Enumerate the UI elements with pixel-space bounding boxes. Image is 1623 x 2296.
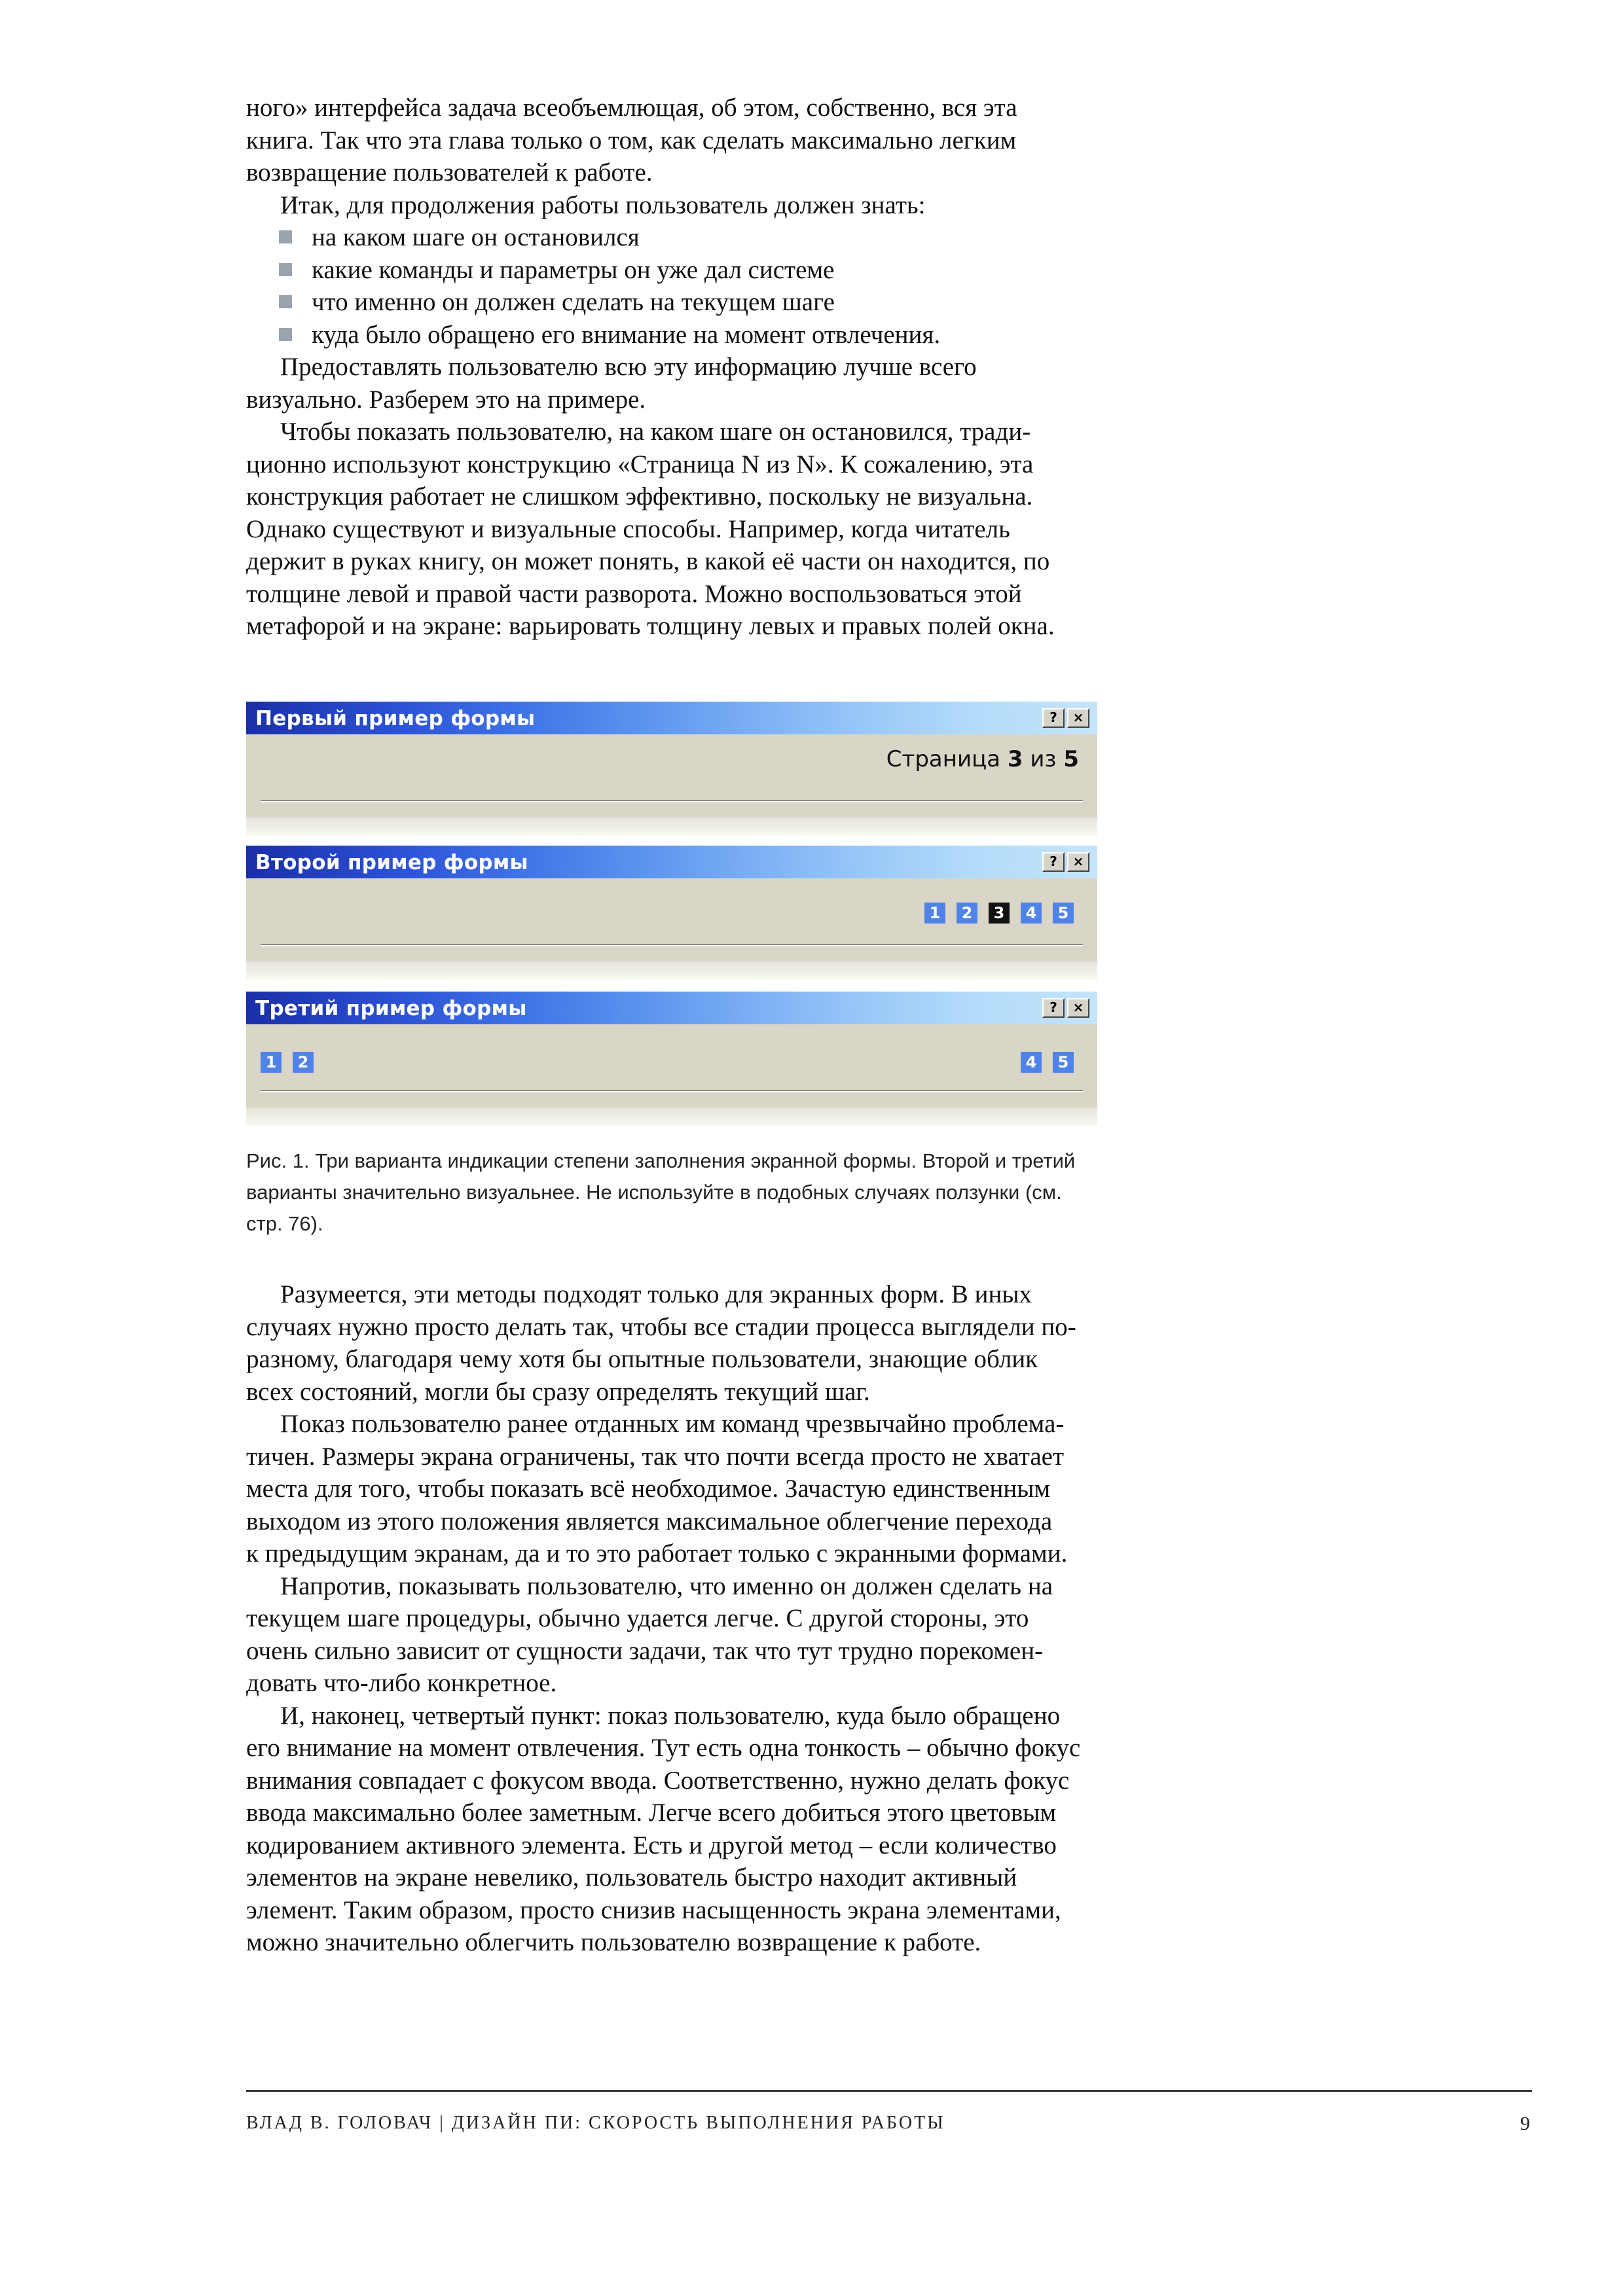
help-button[interactable]: ?	[1042, 852, 1065, 872]
list-item: на каком шаге он остановился	[246, 221, 1222, 254]
page-number: 9	[1520, 2113, 1530, 2134]
body-text-top	[246, 92, 1222, 643]
dialog-divider	[261, 944, 1083, 946]
page-box-1[interactable]: 1	[261, 1052, 282, 1073]
dialog-second-example	[246, 846, 1097, 980]
page-box-5[interactable]: 5	[1053, 903, 1074, 924]
page-box-1[interactable]: 1	[924, 903, 945, 924]
dialog-titlebar	[246, 992, 1097, 1024]
dialog-divider	[261, 1090, 1083, 1092]
bullet-square-icon	[279, 230, 292, 243]
page-box-2[interactable]: 2	[293, 1052, 314, 1073]
footer-rule	[246, 2090, 1532, 2092]
list-item: какие команды и параметры он уже дал системе	[246, 254, 1222, 287]
list-item: что именно он должен сделать на текущем шаге	[246, 286, 1222, 319]
bullet-square-icon	[279, 328, 292, 341]
current-page-number: 3	[1007, 746, 1023, 772]
page-box-3-current[interactable]: 3	[989, 903, 1010, 924]
paragraph-1: ного» интерфейса задача всеобъемлющая, об этом, собственно, вся эта книга. Так что эта глава только о том, как сделать максимально легким возвращение пользователей к работе.	[246, 94, 1017, 187]
paragraph-8: И, наконец, четвертый пункт: показ пользователю, куда было обращено его внимание на момент отвлечения. Тут есть одна тонкость – обычно фокус внимания совпадает с фокусом ввода. Соответственно, нужно делать фокус ввода максимально более заметным. Легче всего добиться этого цветовым кодированием активного элемента. Есть и другой метод – если количество элементов на экране невелико, пользователь быстро находит активный элемент. Таким образом, просто снизив насыщенность экрана элементами, можно значительно облегчить пользователю возвращение к работе.	[246, 1701, 1081, 1956]
paragraph-3: Предоставлять пользователю всю эту информацию лучше всего визуально. Разберем это на примере.	[246, 353, 977, 414]
bullet-square-icon	[279, 295, 292, 308]
paragraph-7: Напротив, показывать пользователю, что именно он должен сделать на текущем шаге процедуры, обычно удается легче. С другой стороны, это очень сильно зависит от сущности задачи, так что тут трудно порекомен- довать что-либо конкретное.	[246, 1571, 1053, 1697]
close-button[interactable]: ×	[1067, 852, 1089, 872]
figure-caption: Рис. 1. Три варианта индикации степени заполнения экранной формы. Второй и третий варианты значительно визуальнее. Не используйте в подобных случаях ползунки (см. стр. 76).	[246, 1149, 1076, 1235]
total-page-number: 5	[1063, 746, 1079, 772]
dialog-titlebar	[246, 702, 1097, 734]
running-title: ВЛАД В. ГОЛОВАЧ | ДИЗАЙН ПИ: СКОРОСТЬ ВЫПОЛНЕНИЯ РАБОТЫ	[246, 2113, 945, 2133]
help-button[interactable]: ?	[1042, 998, 1065, 1018]
page-box-2[interactable]: 2	[957, 903, 977, 924]
bullet-list	[246, 221, 1222, 351]
paragraph-4: Чтобы показать пользователю, на каком шаге он остановился, тради- ционно используют конструкцию «Страница N из N». К сожалению, эта конструкция работает не слишком эффективно, поскольку не визуальна. Однако существуют и визуальные способы. Например, когда читатель держит в руках книгу, он может понять, в какой её части он находится, по толщине левой и правой части разворота. Можно воспользоваться этой метафорой и на экране: варьировать толщину левых и правых полей окна.	[246, 418, 1055, 640]
dialog-title: Третий пример формы	[255, 997, 527, 1020]
page-box-5[interactable]: 5	[1053, 1052, 1074, 1073]
close-button[interactable]: ×	[1067, 998, 1089, 1018]
dialog-title: Второй пример формы	[255, 851, 528, 874]
close-button[interactable]: ×	[1067, 708, 1089, 728]
dialog-third-example	[246, 992, 1097, 1126]
page-box-4[interactable]: 4	[1021, 1052, 1042, 1073]
list-item: куда было обращено его внимание на момент отвлечения.	[246, 319, 1222, 351]
paragraph-6: Показ пользователю ранее отданных им команд чрезвычайно проблема- тичен. Размеры экрана ограничены, так что почти всегда просто не хватает места для того, чтобы показать всё необходимое. Зачастую единственным выходом из этого положения является максимальное облегчение перехода к предыдущим экранам, да и то это работает только с экранными формами.	[246, 1410, 1068, 1568]
page-box-4[interactable]: 4	[1021, 903, 1042, 924]
dialog-divider	[261, 800, 1083, 802]
dialog-first-example	[246, 702, 1097, 836]
dialog-title: Первый пример формы	[255, 707, 536, 730]
paragraph-5: Разумеется, эти методы подходят только для экранных форм. В иных случаях нужно просто делать так, чтобы все стадии процесса выглядели по- разному, благодаря чему хотя бы опытные пользователи, знающие облик всех состояний, могли бы сразу определять текущий шаг.	[246, 1280, 1076, 1406]
dialog-titlebar	[246, 846, 1097, 878]
paragraph-2: Итак, для продолжения работы пользователь должен знать:	[280, 190, 926, 219]
body-text-bottom	[246, 1278, 1222, 1959]
help-button[interactable]: ?	[1042, 708, 1065, 728]
bullet-square-icon	[279, 263, 292, 276]
page-status-text: Страница 3 из 5	[886, 746, 1079, 772]
